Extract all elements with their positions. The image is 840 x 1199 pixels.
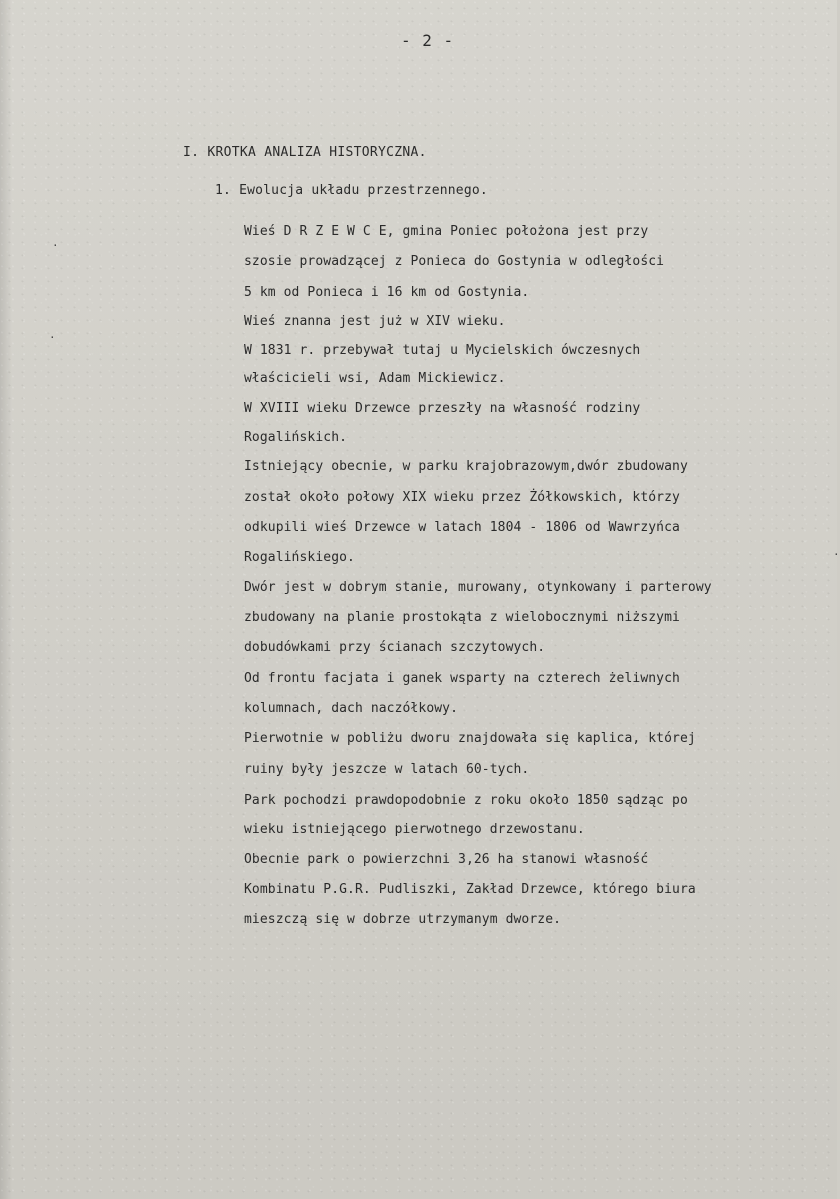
body-line: Rogalińskich.: [244, 430, 348, 445]
body-line: zbudowany na planie prostokąta z wielobocznymi niższymi: [244, 610, 680, 625]
body-line: Park pochodzi prawdopodobnie z roku około 1850 sądząc po: [244, 793, 688, 808]
body-line: wieku istniejącego pierwotnego drzewostanu.: [244, 822, 585, 837]
scan-speck: ·: [49, 331, 56, 344]
body-line: Wieś D R Z E W C E, gmina Poniec położona jest przy: [244, 224, 649, 239]
paper-edge-shadow: [0, 0, 12, 1199]
body-line: Pierwotnie w pobliżu dworu znajdowała się kaplica, której: [244, 731, 696, 746]
body-line: Istniejący obecnie, w parku krajobrazowym,dwór zbudowany: [244, 459, 688, 474]
body-line: kolumnach, dach naczółkowy.: [244, 701, 459, 716]
body-line: dobudówkami przy ścianach szczytowych.: [244, 640, 546, 655]
body-line: szosie prowadzącej z Ponieca do Gostynia w odległości: [244, 254, 665, 269]
scan-speck: ·: [52, 239, 59, 252]
body-line: odkupili wieś Drzewce w latach 1804 - 1806 od Wawrzyńca: [244, 520, 680, 535]
section-heading: I. KROTKA ANALIZA HISTORYCZNA.: [183, 145, 427, 160]
body-line: 5 km od Ponieca i 16 km od Gostynia.: [244, 285, 530, 300]
body-line: został około połowy XIX wieku przez Żółkowskich, którzy: [244, 490, 680, 505]
body-line: Od frontu facjata i ganek wsparty na czterech żeliwnych: [244, 671, 680, 686]
page-number: - 2 -: [401, 31, 455, 50]
subsection-heading: 1. Ewolucja układu przestrzennego.: [215, 183, 488, 198]
body-line: Obecnie park o powierzchni 3,26 ha stanowi własność: [244, 852, 649, 867]
body-line: Kombinatu P.G.R. Pudliszki, Zakład Drzewce, którego biura: [244, 882, 696, 897]
body-line: W 1831 r. przebywał tutaj u Mycielskich ówczesnych: [244, 343, 641, 358]
body-line: Wieś znanna jest już w XIV wieku.: [244, 314, 506, 329]
body-line: ruiny były jeszcze w latach 60-tych.: [244, 762, 530, 777]
body-line: właścicieli wsi, Adam Mickiewicz.: [244, 371, 506, 386]
body-line: mieszczą się w dobrze utrzymanym dworze.: [244, 912, 562, 927]
scan-speck: ·: [833, 548, 840, 561]
body-line: W XVIII wieku Drzewce przeszły na własność rodziny: [244, 401, 641, 416]
body-line: Rogalińskiego.: [244, 550, 355, 565]
body-line: Dwór jest w dobrym stanie, murowany, otynkowany i parterowy: [244, 580, 712, 595]
